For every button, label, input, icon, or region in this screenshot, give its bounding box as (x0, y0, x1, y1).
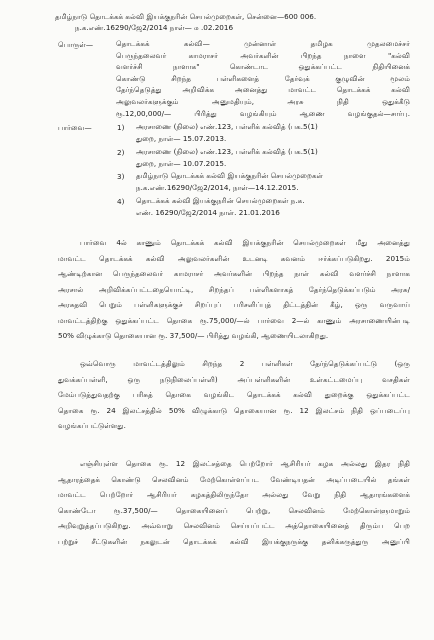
paragraph-line: எஞ்சியுள்ள தொகை ரூ. 12 இலட்சத்தை பெற்றோர் ஆசிரியர் கழக அல்லது இதர நிதி (80, 459, 410, 468)
paragraph-line: வழங்கப்பட்டுள்ளது. (58, 421, 126, 430)
reference-number: 1) (117, 123, 125, 132)
reference-line: தொடக்கக் கல்வி இயக்குநரின் செயல்முறைகள் ந.க. (136, 196, 305, 205)
paragraph-line: அறிவுறுத்தப்படுகிறது. அவ்வாறு செலவினம் செய்யப்பட்ட அத்தொகையினைத் திரும்ப பெற (58, 521, 410, 530)
reference-number: 3) (117, 172, 125, 181)
subject-line: தொடக்கக் கல்வி— முன்னாள் தமிழக முதலமைச்சர் (116, 39, 410, 48)
paragraph-line: மேம்படுத்துவதற்கு பரிசுத் தொகை வழங்கிட தொடக்கக் கல்வி துறைக்கு ஒதுக்கப்பட்ட (58, 390, 410, 399)
reference-item (136, 170, 398, 193)
header-office-line: தமிழ்நாடு தொடக்கக் கல்வி இயக்குநரின் செயல்முறைகள், சென்னை—600 006. (55, 12, 317, 21)
paragraph-line: ஆண்டிற்கான பெருந்தலைவர் காமராசர் அவர்களின் பிறந்த நாள் கல்வி வளர்ச்சி நாளாக (58, 269, 410, 278)
reference-line: ந.க.எண்.16290/ஜே2/2014, நாள்—14.12.2015. (136, 182, 299, 192)
reference-item (136, 146, 398, 169)
paragraph-line: கொண்டோ ரூ.37,500/— தொகையினைப் பெற்று, செலவினம் மேற்கொள்ளுமாறும் (58, 505, 410, 515)
subject-line: தேர்ந்தெடுத்து அறிவிக்க அனைத்து மாவட்ட தொடக்கக் கல்வி (116, 85, 410, 95)
paragraph-line: அரசுதவி பெறும் பள்ளிகளுக்குச் சிறப்புப் பரிசளிப்புத் திட்டத்தின் கீழ், ஒரு வருவாய் (58, 300, 410, 309)
reference-line: எண். 16290/ஜே2/2014 நாள். 21.01.2016 (136, 207, 280, 217)
reference-line: தமிழ்நாடு தொடக்கக் கல்வி இயக்குநரின் செயல்முறைகள் (136, 171, 324, 180)
paragraph-line: 50% விழுக்காடு தொகையான ரூ. 37,500/— பிரித்து வழங்கி, ஆணையிடலாகிறது. (58, 331, 329, 340)
body-paragraph (58, 356, 410, 434)
subject-line: வளர்ச்சி நாளாக" கொண்டாட ஒதுக்கப்பட்ட நிதியினைக் (116, 62, 410, 72)
subject-line: ரூ.12,00,000/— பிரித்து வழங்கியும் ஆணை வழங்குதல்—சார்பு. (116, 108, 410, 118)
references-label: பார்வை— (58, 123, 92, 132)
reference-line: அரசாணை (நிலை) எண்.123, பள்ளிக் கல்வித் (பக.5(1) (136, 147, 318, 156)
paragraph-line: மாவட்ட பெற்றோர் ஆசிரியர் கழகத்திலிருந்தோ அல்லது வேறு நிதி ஆதாரங்களைக் (58, 490, 410, 499)
paragraph-line: பற்றுச் சீட்டுகளின் நகலுடன் தொடக்கக் கல்வி இயக்குநருக்கு தனிக்கருத்துரு அனுப்பி (58, 536, 410, 546)
subject-line: அலுவலர்களுக்கும் அனுமதியும், அரசு நிதி ஒதுக்கீடு (116, 96, 410, 106)
subject-line: கொண்டு சிறந்த பள்ளிகளைத் தேர்வுக் குழுவின் மூலம் (116, 73, 410, 83)
body-paragraph (58, 235, 410, 344)
paragraph-line: ஆதாரத்தைக் கொண்டு செலவினம் மேற்கொள்ளப்பட வேண்டியதன் அடிப்படையில் தங்கள் (58, 474, 410, 484)
reference-item (136, 195, 398, 218)
reference-number: 2) (117, 148, 125, 157)
paragraph-line: தொகை ரூ. 24 இலட்சத்தில் 50% விழுக்காடு தொகையான ரூ. 12 இலட்சம் நிதி ஒப்படைப்பு (58, 405, 410, 415)
reference-line: அரசாணை (நிலை) எண்.123, பள்ளிக் கல்வித் (பக.5(1) (136, 122, 318, 131)
paragraph-line: ஒவ்வொரு மாவட்டத்திலும் சிறந்த 2 பள்ளிகள் தேர்ந்தெடுக்கப்பட்டு (ஒரு (80, 359, 410, 368)
paragraph-line: அரசால் அறிவிக்கப்பட்டதையொட்டி, சிறந்தப் பள்ளிகளாகத் தேர்ந்தெடுக்கப்படும் அரசு/ (58, 284, 410, 294)
reference-number: 4) (117, 197, 125, 206)
paragraph-line: பார்வை 4ல் காணும் தொடக்கக் கல்வி இயக்குநரின் செயல்முறைகள் மீது அனைத்து (80, 238, 410, 247)
subject-line: பெருந்தலைவர் காமராசர் அவர்களின் பிறந்த நாளை "கல்வி (116, 50, 410, 60)
body-paragraph (58, 456, 410, 549)
subject-label: பொருள்— (58, 40, 94, 49)
reference-line: துறை, நாள்— 15.07.2013. (136, 133, 227, 143)
paragraph-line: துவக்கப்பள்ளி, ஒரு நடுநிலைப்பள்ளி) அப்பள்ளிகளின் உள்கட்டமைப்பு வசதிகள் (58, 374, 410, 384)
header-reference-line: ந.க.எண்.16290/ஜே2/2014 நாள்— ௰ .02.2016 (75, 23, 234, 32)
paragraph-line: மாவட்டத்திற்கு ஒதுக்கப்பட்ட தொகை ரூ.75,000/—ல் பார்வை 2—ல் காணும் அரசாணையின்படி (58, 315, 410, 325)
reference-item (136, 121, 398, 144)
subject-text (116, 38, 410, 119)
paragraph-line: மாவட்ட தொடக்கக் கல்வி அலுவலர்களின் உடனடி கவனம் ஈர்க்கப்படுகிறது. 2015ம் (58, 253, 410, 263)
reference-line: துறை, நாள்— 10.07.2015. (136, 158, 227, 168)
